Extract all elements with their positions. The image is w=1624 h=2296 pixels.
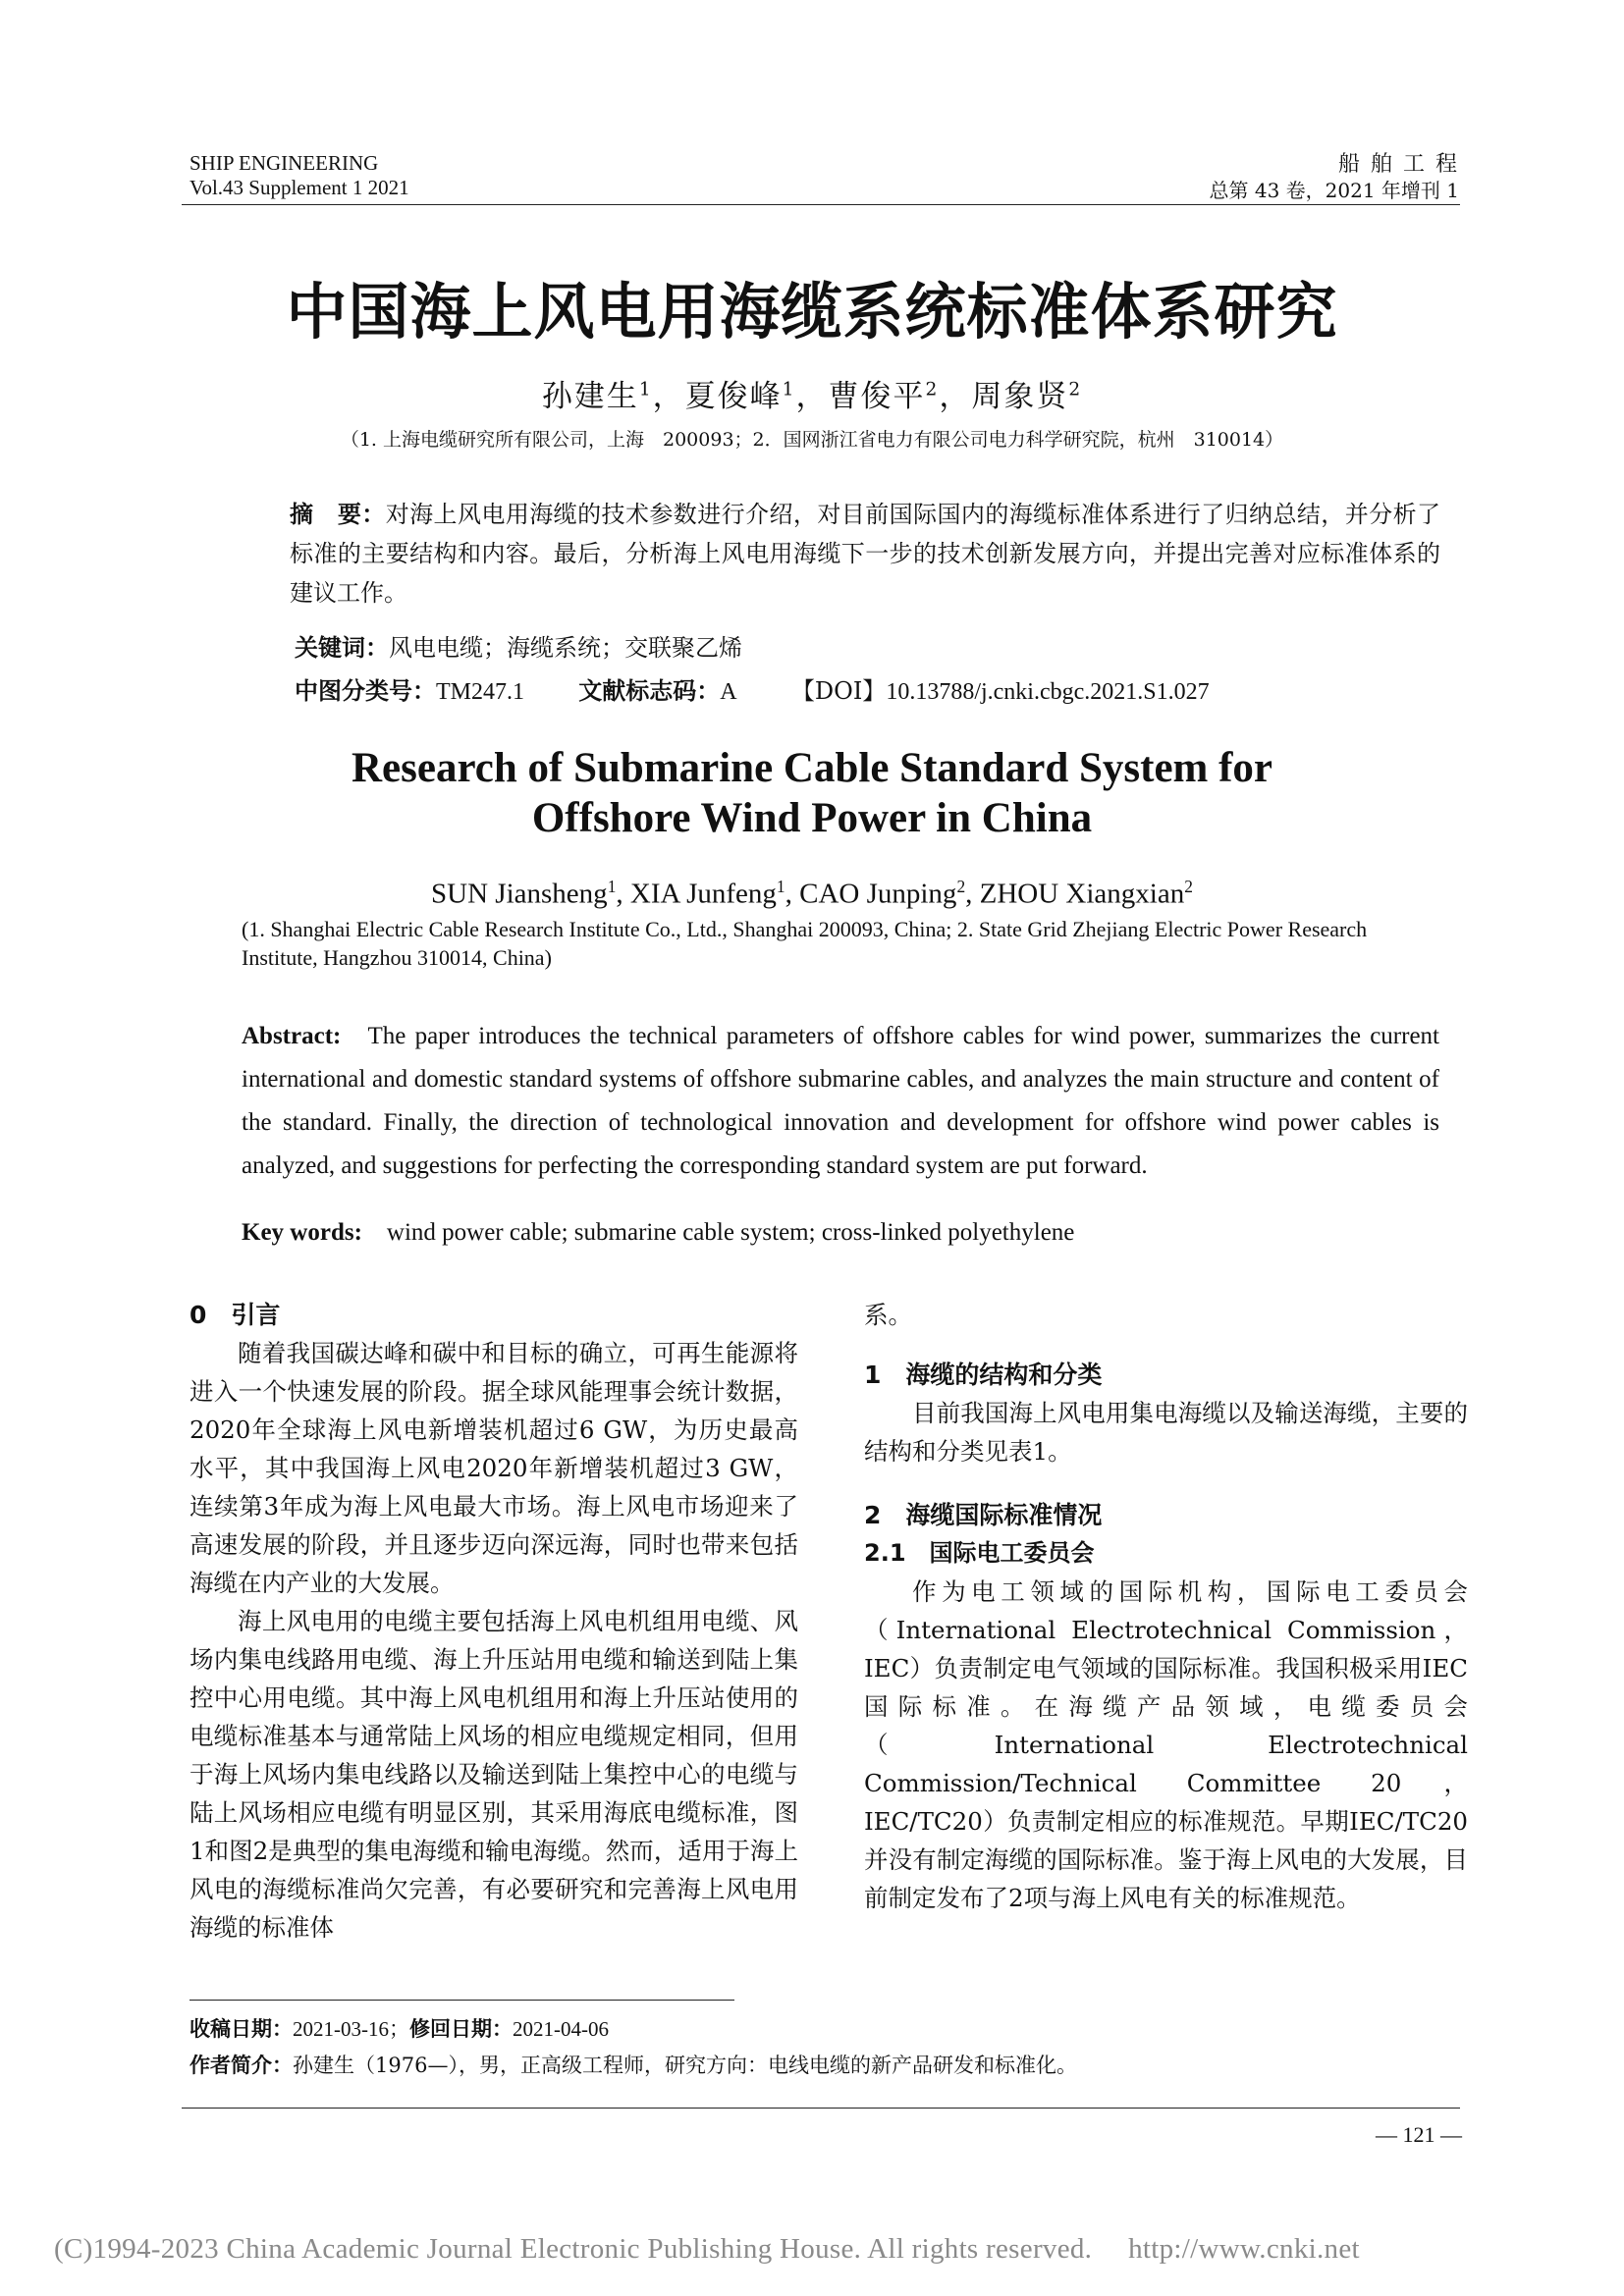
- journal-name-en: SHIP ENGINEERING: [189, 151, 379, 175]
- volume-en: Vol.43 Supplement 1 2021: [189, 176, 409, 199]
- footnote-bio: 作者简介：孙建生（1976—），男，正高级工程师，研究方向：电线电缆的新产品研发和标准化。: [189, 2054, 1077, 2077]
- journal-name-cn: 船 舶 工 程: [1338, 152, 1459, 177]
- authors-en: SUN Jiansheng$^1$, XIA Junfeng$^1$, CAO Junping$^2$, ZHOU Xiangxian$^2$: [431, 877, 1193, 910]
- intro-paragraph-2: 海上风电用的电缆主要包括海上风电机组用电缆、风场内集电线路用电缆、海上升压站用电缆和输送到陆上集控中心用电缆。其中海上风电机组用和海上升压站使用的电缆标准基本与通常陆上风场的相应电缆规定相同，但用于海上风场内集电线路以及输送到陆上集控中心的电缆与陆上风场相应电缆有明显区别，其采用海底电缆标准，图1和图2是典型的集电海缆和输电海缆。然而，适用于海上风电的海缆标准尚欠完善，有必要研究和完善海上风电用海缆的标准体: [189, 1607, 798, 1942]
- section-1-heading: 1 海缆的结构和分类: [864, 1361, 1103, 1389]
- page-number: — 121 —: [1376, 2122, 1462, 2147]
- doi[interactable]: 10.13788/j.cnki.cbgc.2021.S1.027: [886, 679, 1210, 705]
- right-column: [864, 1296, 1468, 1917]
- abstract-en: [242, 1015, 1439, 1188]
- title-en: Research of Submarine Cable Standard System for Offshore Wind Power in China: [351, 745, 1273, 841]
- section-2-heading: 2 海缆国际标准情况: [864, 1501, 1103, 1529]
- volume-cn: 总第 43 卷，2021 年增刊 1: [1209, 179, 1459, 202]
- header-rule: [182, 204, 1460, 205]
- abstract-cn-label: 摘 要：: [290, 501, 386, 528]
- copyright-notice: (C)1994-2023 China Academic Journal Electronic Publishing House. All rights reserved. http://www.cnki.net: [54, 2233, 1360, 2265]
- section-0-heading: 0 引言: [189, 1301, 281, 1329]
- abstract-cn-text: 对海上风电用海缆的技术参数进行介绍，对目前国际国内的海缆标准体系进行了归纳总结，并分析了标准的主要结构和内容。最后，分析海上风电用海缆下一步的技术创新发展方向，并提出完善对应标准体系的建议工作。: [290, 501, 1440, 607]
- section-1-paragraph: 目前我国海上风电用集电海缆以及输送海缆，主要的结构和分类见表1。: [864, 1399, 1468, 1466]
- affiliation-en: (1. Shanghai Electric Cable Research Institute Co., Ltd., Shanghai 200093, China; 2. State Grid Zhejiang Electric Power Research Institute, Hangzhou 310014, China): [242, 917, 1368, 970]
- intro-paragraph-1: 随着我国碳达峰和碳中和目标的确立，可再生能源将进入一个快速发展的阶段。据全球风能理事会统计数据，2020年全球海上风电新增装机超过6 GW，为历史最高水平，其中我国海上风电2020年新增装机超过3 GW，连续第3年成为海上风电最大市场。海上风电市场迎来了高速发展的阶段，并且逐步迈向深远海，同时也带来包括海缆在内产业的大发展。: [189, 1339, 798, 1597]
- authors-cn: 孙建生$^1$，夏俊峰$^1$，曹俊平$^2$，周象贤$^2$: [541, 379, 1083, 414]
- title-cn: 中国海上风电用海缆系统标准体系研究: [286, 276, 1338, 347]
- section-2-1-paragraph: 作为电工领域的国际机构，国际电工委员会（International Electrotechnical Commission，IEC）负责制定电气领域的国际标准。我国积极采用IEC国际标准。在海缆产品领域，电缆委员会（International Electrotechnical Commission/Technical Committee 20，IEC/TC20）负责制定相应的标准规范。早期IEC/TC20并没有制定海缆的国际标准。鉴于海上风电的大发展，目前制定发布了2项与海上风电有关的标准规范。: [864, 1577, 1468, 1912]
- keywords-cn: 关键词：风电电缆；海缆系统；交联聚乙烯: [295, 634, 742, 662]
- classification-line: 中图分类号：TM247.1 文献标志码：A 【DOI】10.13788/j.cnki.cbgc.2021.S1.027: [295, 677, 1210, 705]
- keywords-en: Key words: wind power cable; submarine cable system; cross-linked polyethylene: [242, 1219, 1075, 1246]
- continued-text: 系。: [864, 1301, 912, 1329]
- footnote-rule: [189, 2000, 734, 2001]
- abstract-cn: [290, 495, 1440, 613]
- abstract-en-text: The paper introduces the technical parameters of offshore cables for wind power, summarizes the current international and domestic standard systems of offshore submarine cables, and analyzes the main structure and content of the standard. Finally, the direction of technological innovation and development for offshore wind power cables is analyzed, and suggestions for perfecting the corresponding standard system are put forward.: [242, 1023, 1439, 1179]
- footnote-dates: 收稿日期：2021-03-16；修回日期：2021-04-06: [189, 2017, 609, 2041]
- affiliation-cn: （1. 上海电缆研究所有限公司，上海 200093；2．国网浙江省电力有限公司电力科学研究院，杭州 310014）: [340, 429, 1284, 451]
- left-column: [189, 1296, 798, 1947]
- abstract-en-label: Abstract:: [242, 1023, 342, 1049]
- footer-rule: [182, 2108, 1460, 2109]
- section-2-1-heading: 2.1 国际电工委员会: [864, 1539, 1095, 1567]
